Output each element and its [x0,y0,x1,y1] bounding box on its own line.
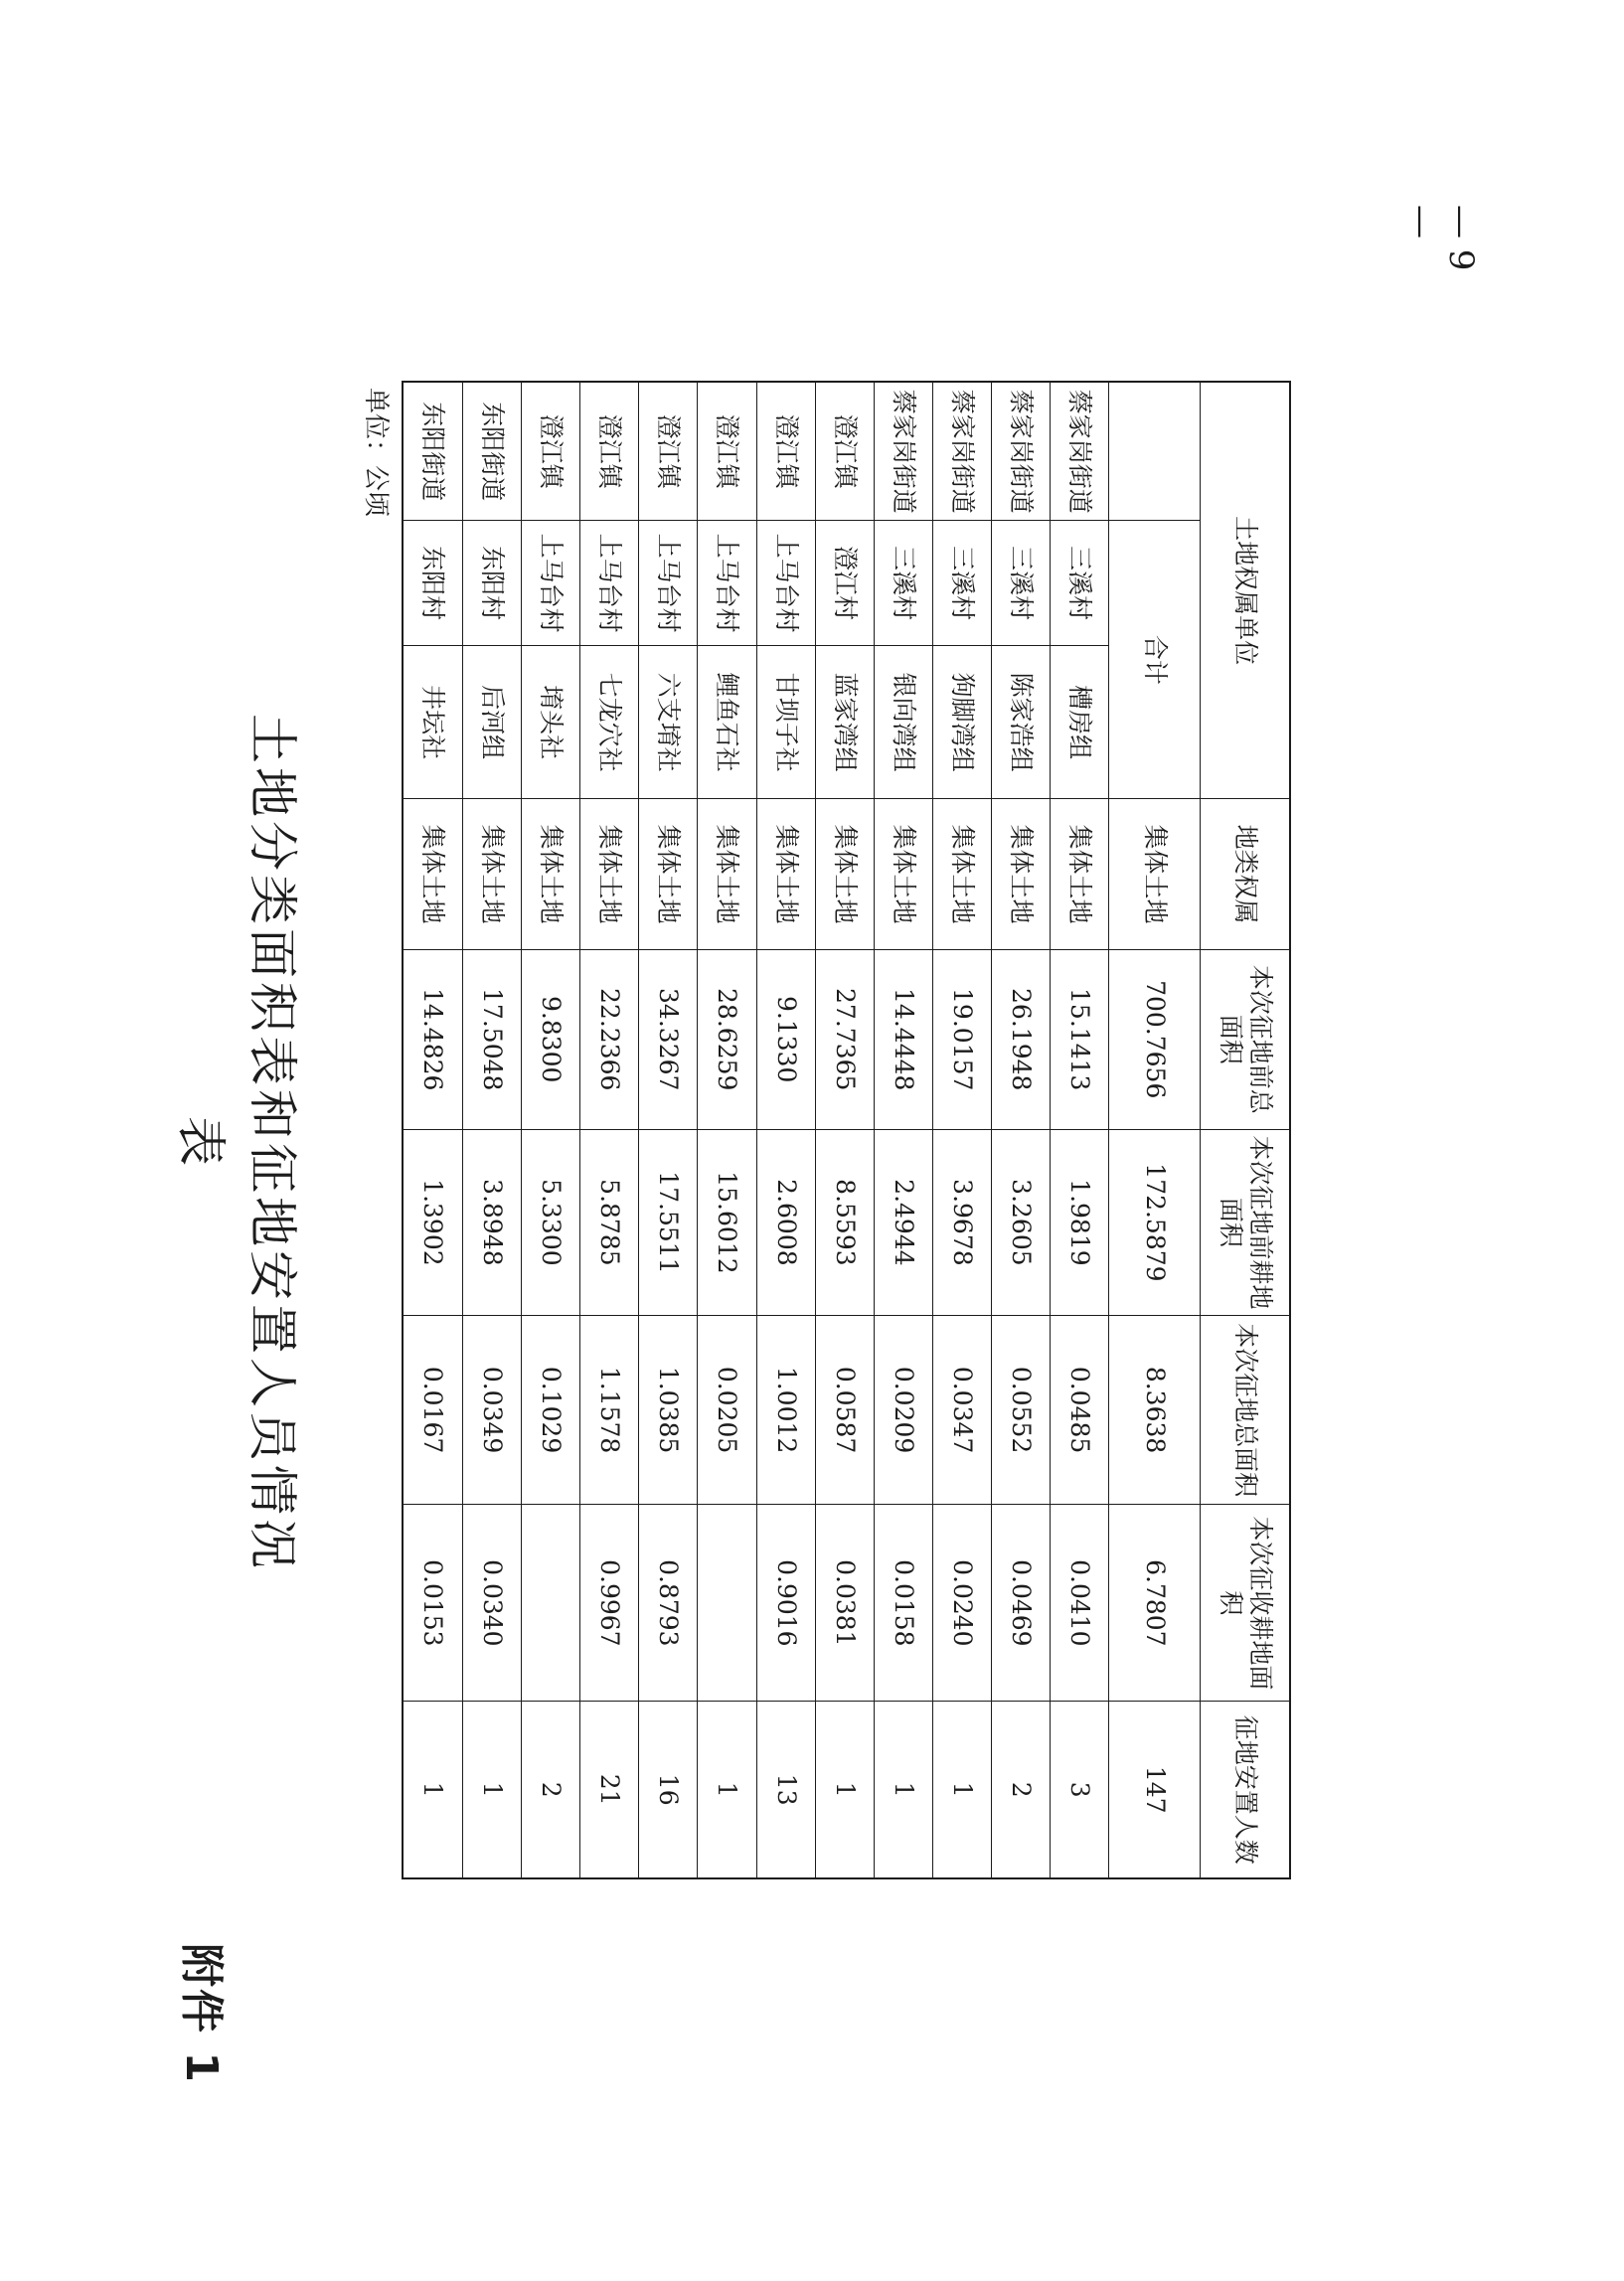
cultivated-expropriated-cell: 0.0340 [462,1505,521,1702]
town-cell: 蔡家岗街道 [933,382,992,521]
header-cultivated-before: 本次征地前耕地面积 [1201,1129,1290,1315]
town-cell: 蔡家岗街道 [874,382,932,521]
group-cell: 六支堉社 [639,645,698,799]
total-cultivated-expropriated: 6.7807 [1109,1505,1201,1702]
land-table [402,381,1291,1879]
cultivated-expropriated-cell: 0.0381 [815,1505,874,1702]
total-total-expropriated: 8.3638 [1109,1315,1201,1504]
town-cell: 东阳街道 [403,382,462,521]
header-total-expropriated: 本次征地总面积 [1201,1315,1290,1504]
village-cell: 三溪村 [933,521,992,645]
cultivated-expropriated-cell: 0.0410 [1051,1505,1109,1702]
table-header-row [1201,382,1290,1878]
resettled-cell: 13 [756,1702,815,1878]
total-before-cell: 9.8300 [521,949,579,1129]
resettled-cell: 2 [992,1702,1051,1878]
total-total-before: 700.7656 [1109,949,1201,1129]
land-type-cell: 集体土地 [403,799,462,949]
group-cell: 甘坝子社 [756,645,815,799]
village-cell: 东阳村 [462,521,521,645]
village-cell: 三溪村 [1051,521,1109,645]
total-label: 合计 [1109,521,1201,799]
header-resettled: 征地安置人数 [1201,1702,1290,1878]
total-cultivated-before: 172.5879 [1109,1129,1201,1315]
land-type-cell: 集体土地 [874,799,932,949]
total-expropriated-cell: 0.0167 [403,1315,462,1504]
total-before-cell: 28.6259 [698,949,756,1129]
resettled-cell: 1 [698,1702,756,1878]
table-row [992,382,1051,1878]
header-cultivated-expropriated: 本次征收耕地面积 [1201,1505,1290,1702]
cultivated-expropriated-cell: 0.9967 [580,1505,639,1702]
land-type-cell: 集体土地 [1051,799,1109,949]
header-owner-unit: 土地权属单位 [1201,382,1290,799]
resettled-cell: 1 [403,1702,462,1878]
total-before-cell: 17.5048 [462,949,521,1129]
cultivated-before-cell: 2.4944 [874,1129,932,1315]
resettled-cell: 2 [521,1702,579,1878]
total-land-type: 集体土地 [1109,799,1201,949]
document-title: 土地分类面积表和征地安置人员情况表 [172,714,301,1572]
table-row [933,382,992,1878]
group-cell: 陈家浩组 [992,645,1051,799]
resettled-cell: 1 [815,1702,874,1878]
total-before-cell: 27.7365 [815,949,874,1129]
resettled-cell: 1 [874,1702,932,1878]
unit-label: 单位：公顷 [361,388,391,518]
cultivated-expropriated-cell: 0.0153 [403,1505,462,1702]
town-cell: 澄江镇 [815,382,874,521]
town-cell: 澄江镇 [698,382,756,521]
total-expropriated-cell: 0.0587 [815,1315,874,1504]
cultivated-before-cell: 5.3300 [521,1129,579,1315]
cultivated-before-cell: 3.8948 [462,1129,521,1315]
land-type-cell: 集体土地 [462,799,521,949]
table-row [756,382,815,1878]
land-type-cell: 集体土地 [756,799,815,949]
page-number: — 9 — [1401,205,1481,271]
village-cell: 澄江村 [815,521,874,645]
cultivated-before-cell: 5.8785 [580,1129,639,1315]
cultivated-expropriated-cell [521,1505,579,1702]
total-town-cell [1109,382,1201,521]
header-total-before: 本次征地前总面积 [1201,949,1290,1129]
village-cell: 上马台村 [580,521,639,645]
group-cell: 银向湾组 [874,645,932,799]
table-row [698,382,756,1878]
village-cell: 上马台村 [639,521,698,645]
total-before-cell: 19.0157 [933,949,992,1129]
cultivated-before-cell: 15.6012 [698,1129,756,1315]
cultivated-expropriated-cell: 0.0158 [874,1505,932,1702]
village-cell: 上马台村 [521,521,579,645]
village-cell: 三溪村 [992,521,1051,645]
cultivated-before-cell: 1.9819 [1051,1129,1109,1315]
total-before-cell: 14.4826 [403,949,462,1129]
total-expropriated-cell: 1.0385 [639,1315,698,1504]
land-type-cell: 集体土地 [815,799,874,949]
cultivated-expropriated-cell: 0.0240 [933,1505,992,1702]
group-cell: 蓝家湾组 [815,645,874,799]
total-expropriated-cell: 0.0205 [698,1315,756,1504]
total-expropriated-cell: 0.0552 [992,1315,1051,1504]
resettled-cell: 1 [462,1702,521,1878]
cultivated-expropriated-cell: 0.9016 [756,1505,815,1702]
attachment-label: 附件 1 [176,1943,227,2084]
total-before-cell: 14.4448 [874,949,932,1129]
group-cell: 七龙穴社 [580,645,639,799]
land-type-cell: 集体土地 [521,799,579,949]
total-row [1109,382,1201,1878]
cultivated-expropriated-cell: 0.8793 [639,1505,698,1702]
group-cell: 井坛社 [403,645,462,799]
town-cell: 东阳街道 [462,382,521,521]
land-type-cell: 集体土地 [698,799,756,949]
table-row [521,382,579,1878]
cultivated-before-cell: 3.9678 [933,1129,992,1315]
group-cell: 槽房组 [1051,645,1109,799]
village-cell: 东阳村 [403,521,462,645]
table-row [874,382,932,1878]
cultivated-before-cell: 1.3902 [403,1129,462,1315]
land-type-cell: 集体土地 [992,799,1051,949]
town-cell: 蔡家岗街道 [1051,382,1109,521]
resettled-cell: 1 [933,1702,992,1878]
table-row [815,382,874,1878]
table-row [403,382,462,1878]
cultivated-before-cell: 17.5511 [639,1129,698,1315]
group-cell: 后河组 [462,645,521,799]
village-cell: 上马台村 [698,521,756,645]
group-cell: 堉头社 [521,645,579,799]
group-cell: 狗脚湾组 [933,645,992,799]
total-expropriated-cell: 0.0347 [933,1315,992,1504]
land-type-cell: 集体土地 [580,799,639,949]
total-expropriated-cell: 0.1029 [521,1315,579,1504]
land-type-cell: 集体土地 [933,799,992,949]
land-type-cell: 集体土地 [639,799,698,949]
total-expropriated-cell: 0.0485 [1051,1315,1109,1504]
town-cell: 澄江镇 [756,382,815,521]
total-expropriated-cell: 1.1578 [580,1315,639,1504]
town-cell: 澄江镇 [639,382,698,521]
table-row [1051,382,1109,1878]
town-cell: 蔡家岗街道 [992,382,1051,521]
cultivated-before-cell: 3.2605 [992,1129,1051,1315]
cultivated-before-cell: 2.6008 [756,1129,815,1315]
town-cell: 澄江镇 [580,382,639,521]
total-before-cell: 15.1413 [1051,949,1109,1129]
total-before-cell: 34.3267 [639,949,698,1129]
group-cell: 鲤鱼石社 [698,645,756,799]
town-cell: 澄江镇 [521,382,579,521]
total-expropriated-cell: 0.0349 [462,1315,521,1504]
total-expropriated-cell: 1.0012 [756,1315,815,1504]
cultivated-before-cell: 8.5593 [815,1129,874,1315]
resettled-cell: 3 [1051,1702,1109,1878]
resettled-cell: 21 [580,1702,639,1878]
village-cell: 上马台村 [756,521,815,645]
total-before-cell: 9.1330 [756,949,815,1129]
village-cell: 三溪村 [874,521,932,645]
cultivated-expropriated-cell: 0.0469 [992,1505,1051,1702]
total-expropriated-cell: 0.0209 [874,1315,932,1504]
table-row [462,382,521,1878]
resettled-cell: 16 [639,1702,698,1878]
total-resettled: 147 [1109,1702,1201,1878]
cultivated-expropriated-cell [698,1505,756,1702]
total-before-cell: 26.1948 [992,949,1051,1129]
header-land-type: 地类权属 [1201,799,1290,949]
table-row [580,382,639,1878]
table-row [639,382,698,1878]
total-before-cell: 22.2366 [580,949,639,1129]
